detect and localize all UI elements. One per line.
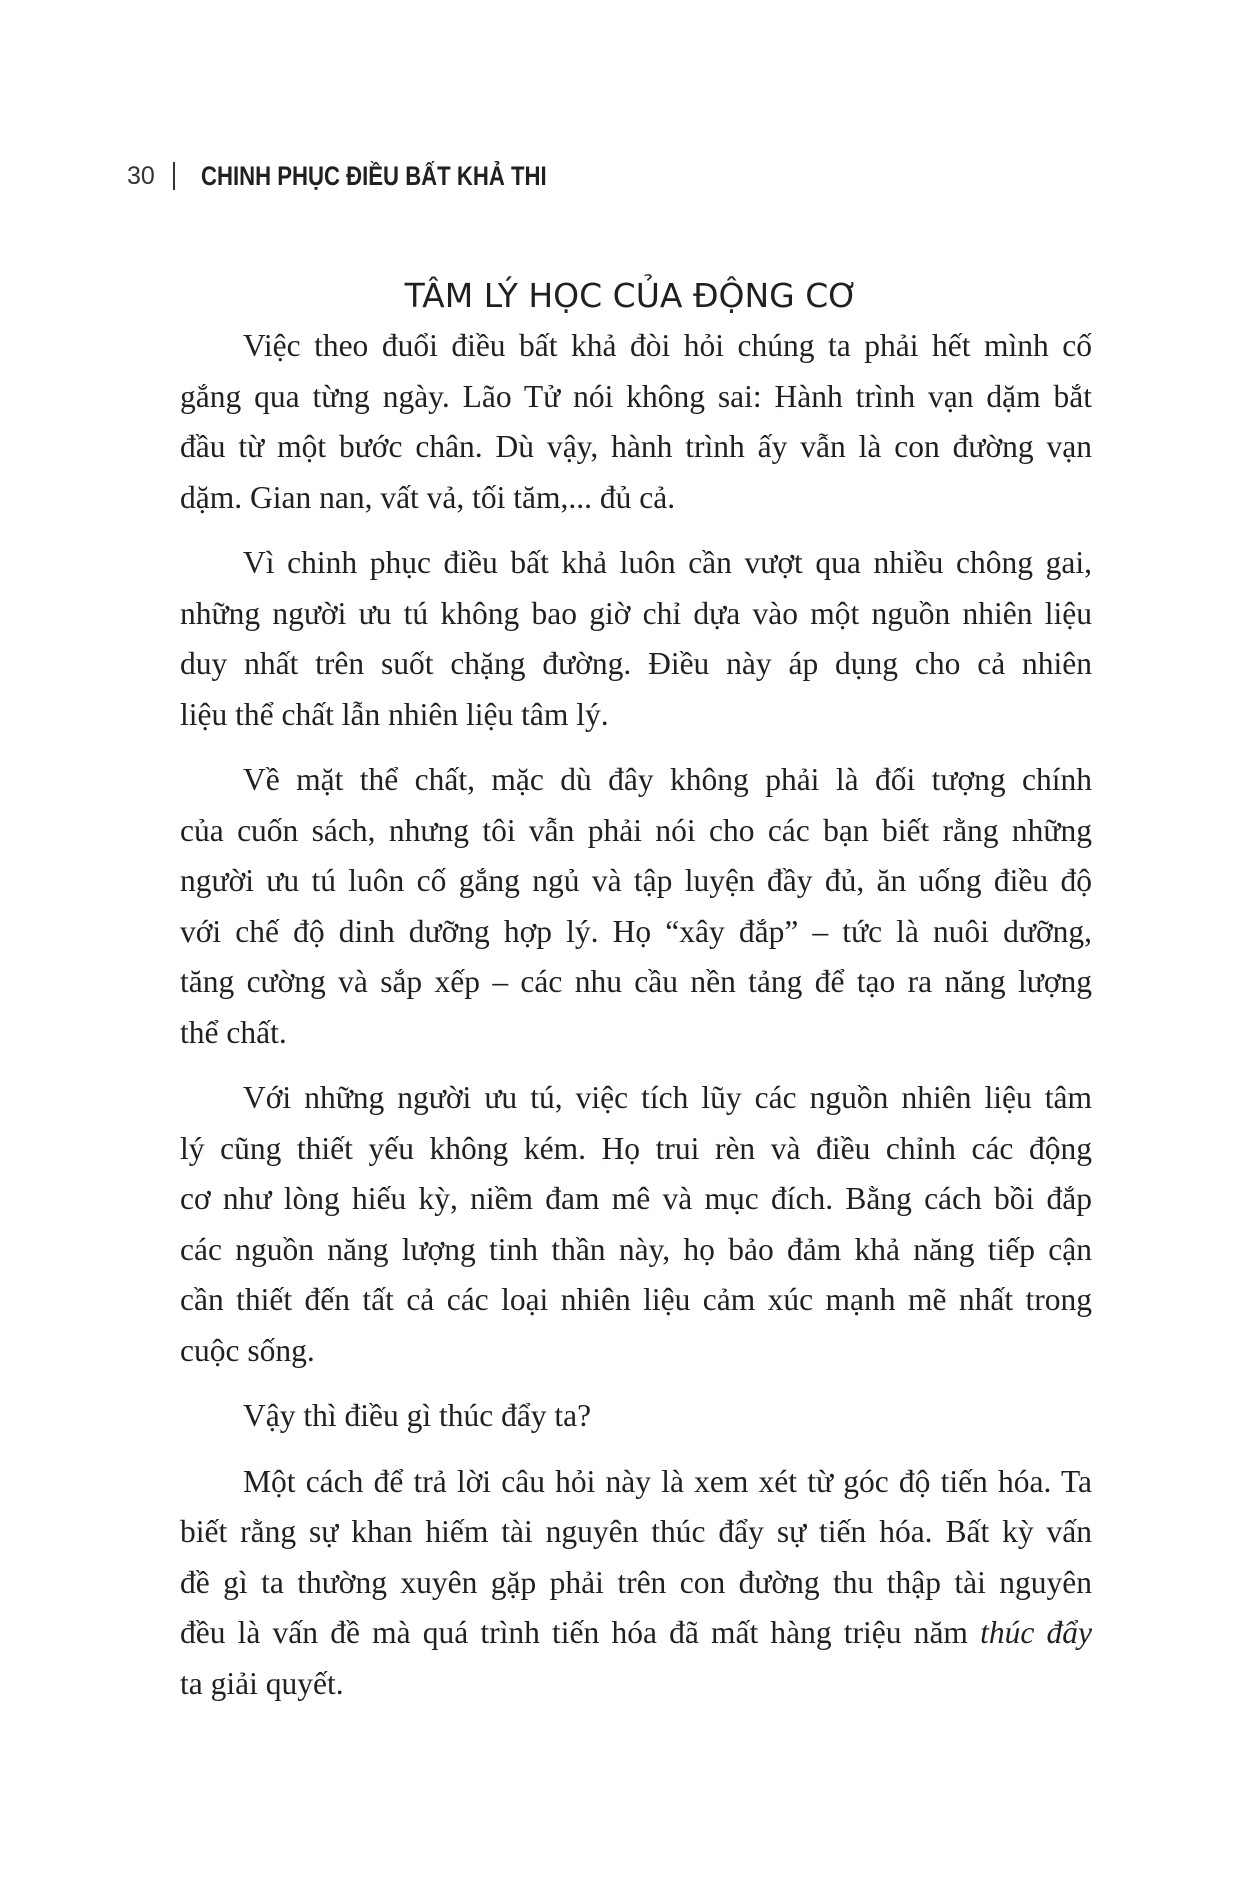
text-line — [180, 1608, 1092, 1659]
text-line: đầu từ một bước chân. Dù vậy, hành trình ấy vẫn là con đường vạn — [180, 429, 1092, 464]
text-line: người ưu tú luôn cố gắng ngủ và tập luyện đầy đủ, ăn uống điều độ — [180, 863, 1092, 898]
text-line: cơ như lòng hiếu kỳ, niềm đam mê và mục đích. Bằng cách bồi đắp — [180, 1181, 1092, 1216]
text-line: gắng qua từng ngày. Lão Tử nói không sai: Hành trình vạn dặm bắt — [180, 378, 1092, 414]
text-line: của cuốn sách, nhưng tôi vẫn phải nói cho các bạn biết rằng những — [180, 812, 1092, 848]
page-number: 30 — [127, 162, 155, 190]
text-line: Việc theo đuổi điều bất khả đòi hỏi chúng ta phải hết mình cố — [243, 328, 1092, 363]
text-line: Vì chinh phục điều bất khả luôn cần vượt qua nhiều chông gai, — [243, 545, 1092, 580]
paragraph-3 — [180, 755, 1092, 1058]
text-line: với chế độ dinh dưỡng hợp lý. Họ “xây đắp” – tức là nuôi dưỡng, — [180, 913, 1092, 949]
text-line: Với những người ưu tú, việc tích lũy các nguồn nhiên liệu tâm — [243, 1080, 1092, 1115]
text-line: liệu thể chất lẫn nhiên liệu tâm lý. — [180, 696, 609, 732]
text-line: ta giải quyết. — [180, 1665, 344, 1701]
text-segment: đều là vấn đề mà quá trình tiến hóa đã mất hàng triệu năm — [180, 1615, 981, 1650]
text-line: tăng cường và sắp xếp – các nhu cầu nền tảng để tạo ra năng lượng — [180, 964, 1092, 999]
paragraph-5 — [180, 1391, 1092, 1442]
text-line: những người ưu tú không bao giờ chỉ dựa vào một nguồn nhiên liệu — [180, 595, 1092, 631]
paragraph-4 — [180, 1073, 1092, 1376]
paragraph-2 — [180, 538, 1092, 740]
text-line: dặm. Gian nan, vất vả, tối tăm,... đủ cả. — [180, 479, 676, 515]
paragraph-1 — [180, 321, 1092, 523]
running-head — [127, 160, 622, 192]
text-line: Một cách để trả lời câu hỏi này là xem xét từ góc độ tiến hóa. Ta — [243, 1463, 1092, 1499]
text-line: cần thiết đến tất cả các loại nhiên liệu cảm xúc mạnh mẽ nhất trong — [180, 1282, 1092, 1317]
text-line: Vậy thì điều gì thúc đẩy ta? — [243, 1398, 592, 1433]
paragraph-6 — [180, 1457, 1092, 1710]
text-line: biết rằng sự khan hiếm tài nguyên thúc đẩy sự tiến hóa. Bất kỳ vấn — [180, 1514, 1092, 1549]
text-line: Về mặt thể chất, mặc dù đây không phải là đối tượng chính — [243, 762, 1092, 797]
book-title: CHINH PHỤC ĐIỀU BẤT KHẢ THI — [200, 161, 547, 191]
text-line: thể chất. — [180, 1014, 287, 1050]
text-line: duy nhất trên suốt chặng đường. Điều này áp dụng cho cả nhiên — [180, 646, 1092, 681]
text-line: cuộc sống. — [180, 1332, 315, 1368]
header-separator — [173, 162, 175, 190]
italic-emphasis: thúc đẩy — [980, 1615, 1092, 1650]
text-line: đề gì ta thường xuyên gặp phải trên con đường thu thập tài nguyên — [180, 1564, 1092, 1600]
text-line: lý cũng thiết yếu không kém. Họ trui rèn và điều chỉnh các động — [180, 1130, 1092, 1166]
text-line: các nguồn năng lượng tinh thần này, họ bảo đảm khả năng tiếp cận — [180, 1231, 1092, 1267]
chapter-heading: TÂM LÝ HỌC CỦA ĐỘNG CƠ — [404, 276, 859, 316]
body-text — [180, 321, 1092, 1724]
